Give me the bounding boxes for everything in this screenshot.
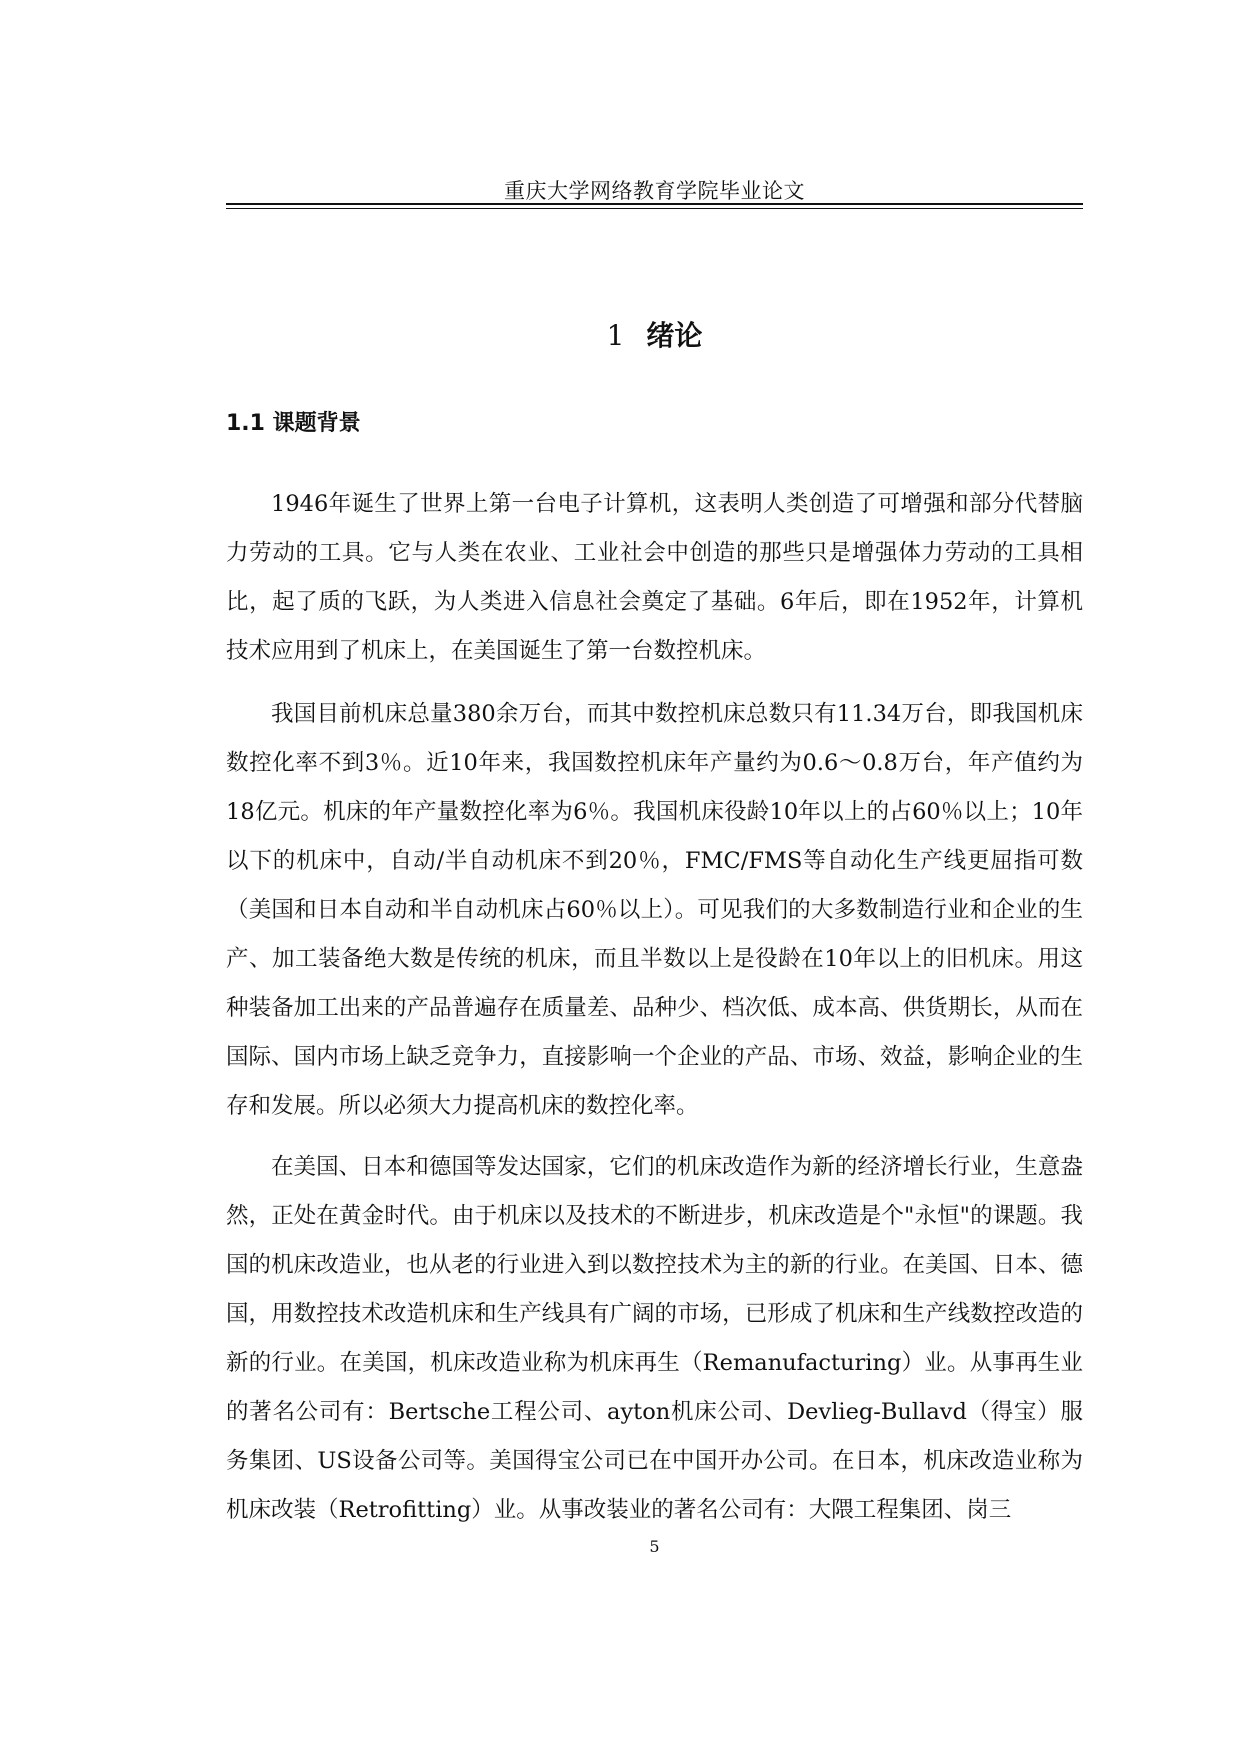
- section-heading: 1.1 课题背景: [226, 411, 361, 436]
- header-rule-thick: [226, 203, 1083, 205]
- chapter-heading-text: 绪论: [646, 319, 703, 352]
- header-rule-thin: [226, 208, 1083, 209]
- page-number: 5: [649, 1537, 660, 1556]
- running-header: 重庆大学网络教育学院毕业论文: [504, 179, 805, 203]
- body-paragraph-2: 我国目前机床总量380余万台，而其中数控机床总数只有11.34万台，即我国机床数控化率不到3％。近10年来，我国数控机床年产量约为0.6～0.8万台，年产值约为18亿元。机床的年产量数控化率为6％。我国机床役龄10年以上的占60％以上；10年以下的机床中，自动/半自动机床不到20％，FMC/FMS等自动化生产线更屈指可数（美国和日本自动和半自动机床占60％以上）。可见我们的大多数制造行业和企业的生产、加工装备绝大数是传统的机床，而且半数以上是役龄在10年以上的旧机床。用这种装备加工出来的产品普遍存在质量差、品种少、档次低、成本高、供货期长，从而在国际、国内市场上缺乏竞争力，直接影响一个企业的产品、市场、效益，影响企业的生存和发展。所以必须大力提高机床的数控化率。: [226, 701, 1083, 1119]
- body-paragraph-3: 在美国、日本和德国等发达国家，它们的机床改造作为新的经济增长行业，生意盎然，正处在黄金时代。由于机床以及技术的不断进步，机床改造是个"永恒"的课题。我国的机床改造业，也从老的行业进入到以数控技术为主的新的行业。在美国、日本、德国，用数控技术改造机床和生产线具有广阔的市场，已形成了机床和生产线数控改造的新的行业。在美国，机床改造业称为机床再生（Remanufacturing）业。从事再生业的著名公司有：Bertsche工程公司、ayton机床公司、Devlieg-Bullavd（得宝）服务集团、US设备公司等。美国得宝公司已在中国开办公司。在日本，机床改造业称为机床改装（Retrofitting）业。从事改装业的著名公司有：大隈工程集团、岗三: [226, 1154, 1083, 1523]
- chapter-number: 1: [606, 319, 625, 352]
- body-paragraph-1: 1946年诞生了世界上第一台电子计算机，这表明人类创造了可增强和部分代替脑力劳动的工具。它与人类在农业、工业社会中创造的那些只是增强体力劳动的工具相比，起了质的飞跃，为人类进入信息社会奠定了基础。6年后，即在1952年，计算机技术应用到了机床上，在美国诞生了第一台数控机床。: [226, 491, 1083, 664]
- chapter-title: [226, 318, 1083, 354]
